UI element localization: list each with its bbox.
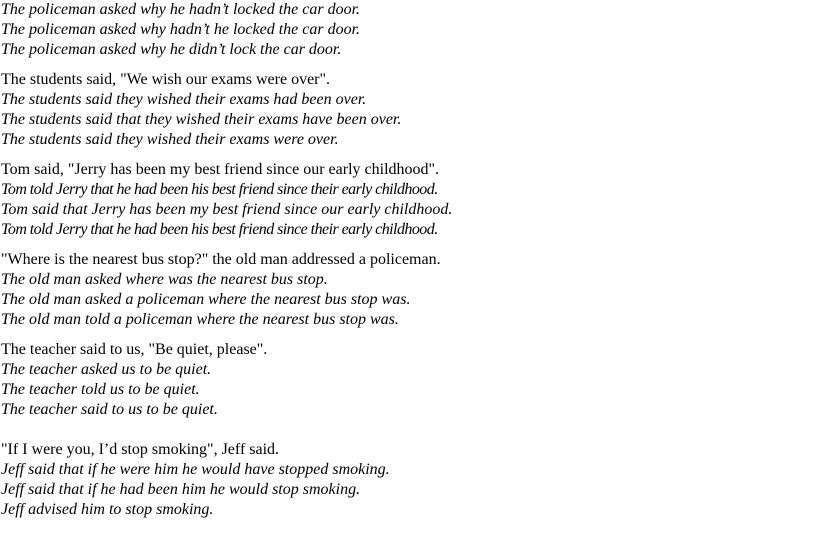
answer-option: Jeff advised him to stop smoking. [1,501,214,518]
answer-option: The teacher asked us to be quiet. [1,361,212,378]
answer-option: The students said that they wished their exams have been over. [1,111,402,128]
question-sentence: The teacher said to us, "Be quiet, please". [1,341,268,358]
answer-option: The students said they wished their exams were over. [1,131,339,148]
question-sentence: Tom said, "Jerry has been my best friend since our early childhood". [1,161,440,178]
answer-option: Tom said that Jerry has been my best friend since our early childhood. [1,201,453,218]
answer-option: The teacher said to us to be quiet. [1,401,218,418]
exercise-block-2 [1,70,813,150]
exercise-block-6 [1,440,813,520]
exercise-block-5 [1,340,813,420]
answer-option: Tom told Jerry that he had been his best friend since their early childhood. [1,181,438,198]
exercise-block-3 [1,160,813,240]
answer-option: Jeff said that if he had been him he would stop smoking. [1,481,361,498]
answer-option: The teacher told us to be quiet. [1,381,200,398]
answer-option: Jeff said that if he were him he would have stopped smoking. [1,461,390,478]
exercise-block-4 [1,250,813,330]
answer-option: The policeman asked why hadn’t he locked the car door. [1,21,361,38]
answer-option: Tom told Jerry that he had been his best friend since their early childhood. [1,221,438,238]
answer-option: The old man asked a policeman where the nearest bus stop was. [1,291,411,308]
question-sentence: "If I were you, I’d stop smoking", Jeff said. [1,441,280,458]
answer-option: The old man asked where was the nearest bus stop. [1,271,328,288]
question-sentence: "Where is the nearest bus stop?" the old man addressed a policeman. [1,251,441,268]
answer-option: The policeman asked why he didn’t lock the car door. [1,41,342,58]
exercise-document [1,0,813,520]
exercise-block-1 [1,0,813,60]
question-sentence: The students said, "We wish our exams were over". [1,71,331,88]
answer-option: The old man told a policeman where the nearest bus stop was. [1,311,399,328]
answer-option: The students said they wished their exams had been over. [1,91,367,108]
answer-option: The policeman asked why he hadn’t locked the car door. [1,1,361,18]
